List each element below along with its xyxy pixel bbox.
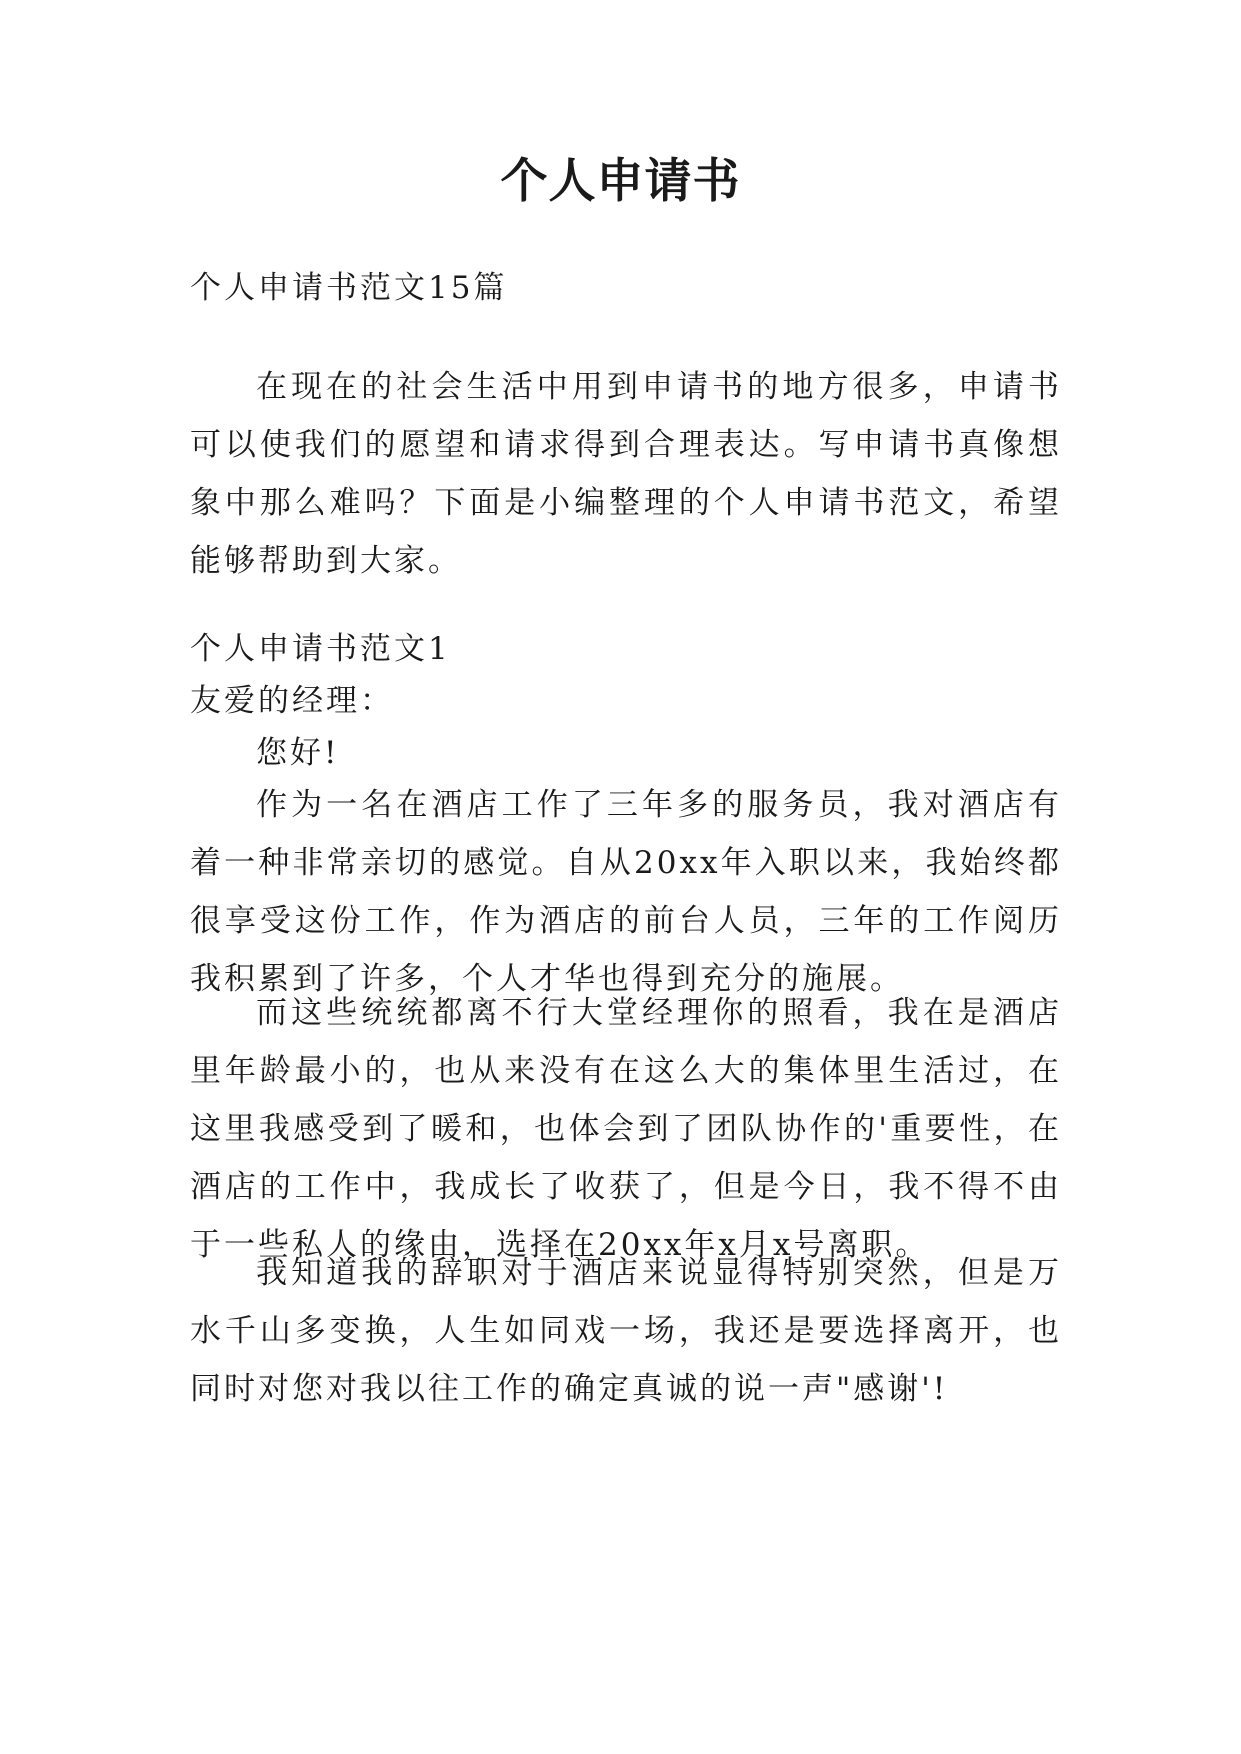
body-paragraph: 而这些统统都离不行大堂经理你的照看，我在是酒店里年龄最小的，也从来没有在这么大的集体里生活过，在这里我感受到了暖和，也体会到了团队协作的'重要性，在酒店的工作中，我成长了收获了，但是今日，我不得不由于一些私人的缘由，选择在20xx年x月x号离职。 xyxy=(190,995,1062,1263)
letter-greeting: 您好! xyxy=(256,735,340,771)
section-heading: 个人申请书范文1 xyxy=(190,631,451,667)
body-paragraph: 我知道我的辞职对于酒店来说显得特别突然，但是万水千山多变换，人生如同戏一场，我还是要选择离开，也同时对您对我以往工作的确定真诚的说一声"感谢'! xyxy=(190,1255,1062,1407)
document-subtitle: 个人申请书范文15篇 xyxy=(190,270,508,306)
intro-paragraph: 在现在的社会生活中用到申请书的地方很多，申请书可以使我们的愿望和请求得到合理表达。写申请书真像想象中那么难吗？下面是小编整理的个人申请书范文，希望能够帮助到大家。 xyxy=(190,369,1062,579)
document-title: 个人申请书 xyxy=(500,154,741,209)
letter-salutation: 友爱的经理： xyxy=(190,683,394,719)
body-paragraph: 作为一名在酒店工作了三年多的服务员，我对酒店有着一种非常亲切的感觉。自从20xx年入职以来，我始终都很享受这份工作，作为酒店的前台人员，三年的工作阅历我积累到了许多，个人才华也得到充分的施展。 xyxy=(190,787,1062,997)
